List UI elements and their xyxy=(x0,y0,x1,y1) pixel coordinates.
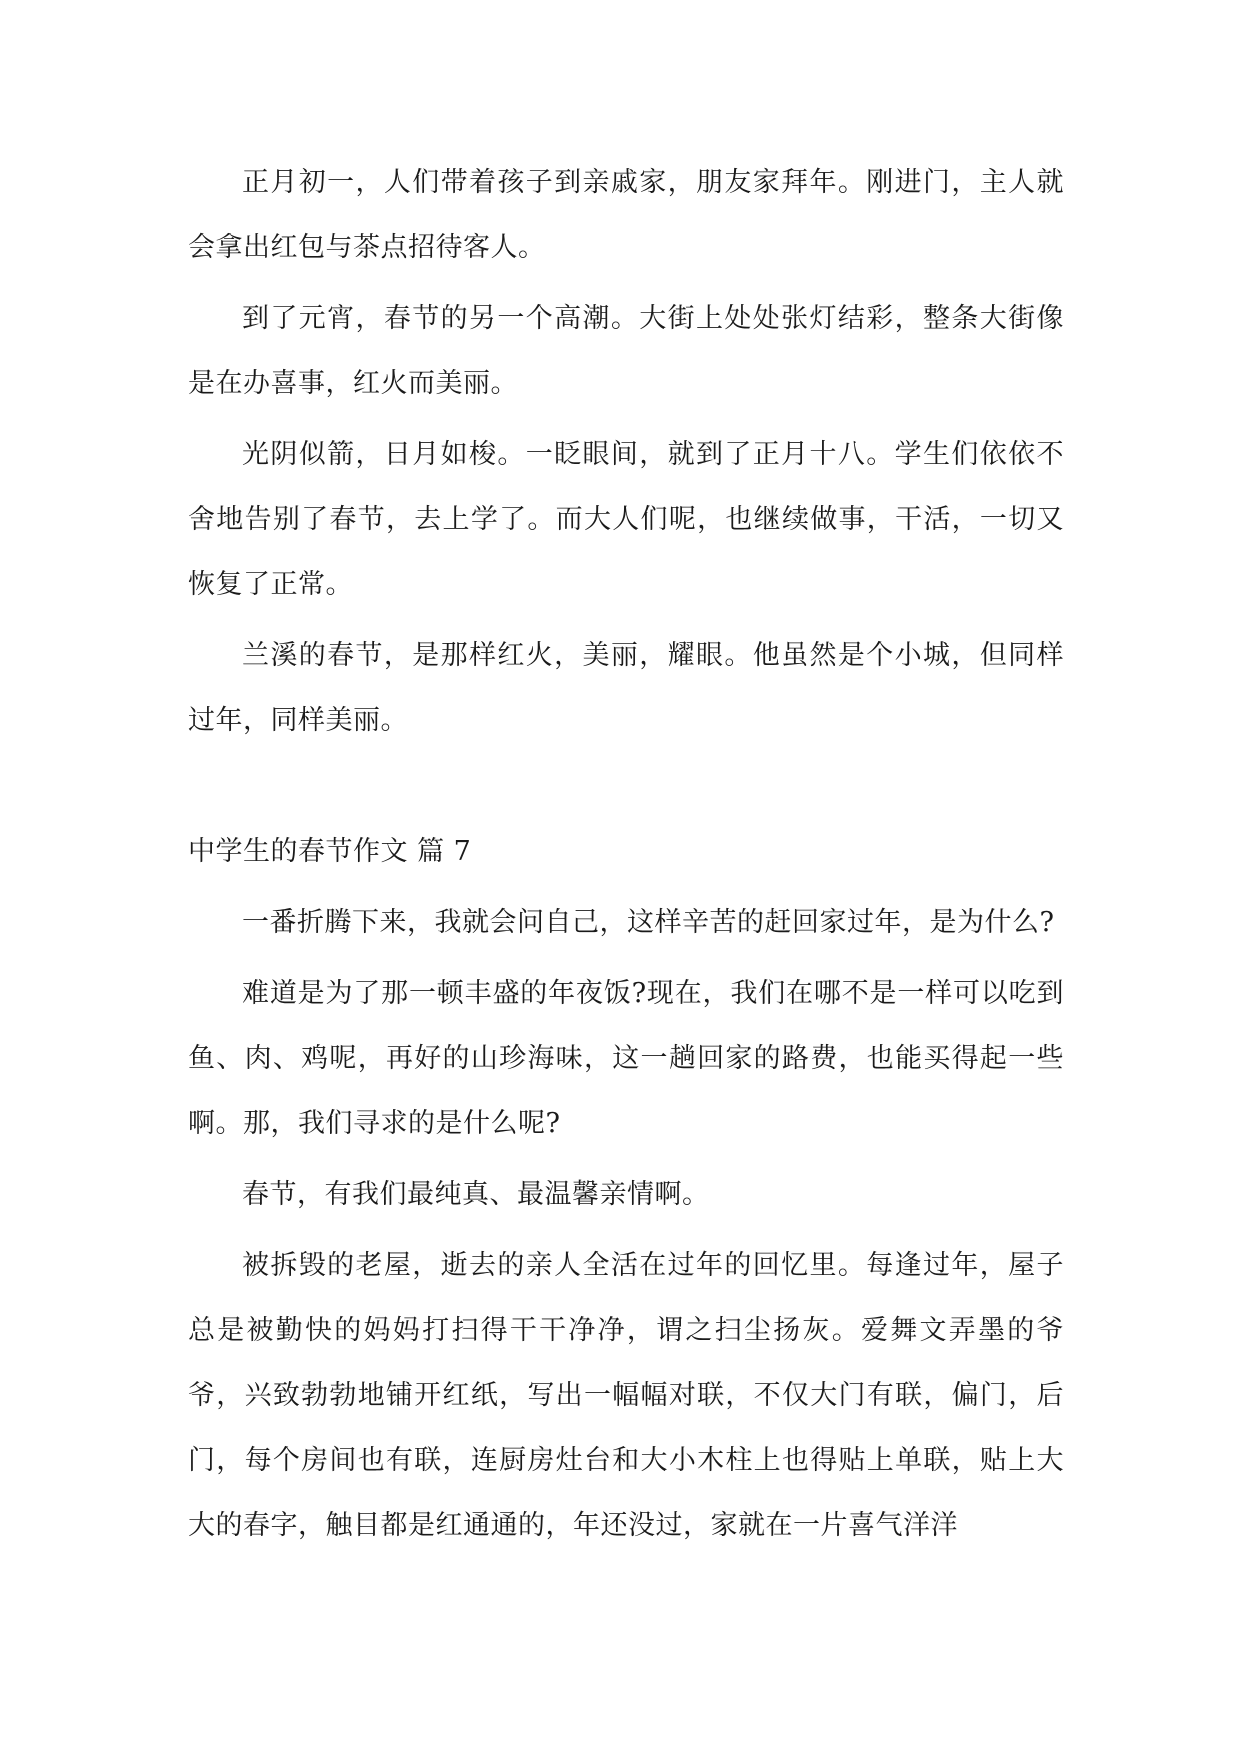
paragraph: 光阴似箭，日月如梭。一眨眼间，就到了正月十八。学生们依依不舍地告别了春节，去上学了。而大人们呢，也继续做事，干活，一切又恢复了正常。 xyxy=(188,439,1064,600)
paragraph: 正月初一，人们带着孩子到亲戚家，朋友家拜年。刚进门，主人就会拿出红包与茶点招待客人。 xyxy=(188,167,1064,263)
essay-section xyxy=(188,819,1064,1558)
paragraph: 被拆毁的老屋，逝去的亲人全活在过年的回忆里。每逢过年，屋子总是被勤快的妈妈打扫得干干净净，谓之扫尘扬灰。爱舞文弄墨的爷爷，兴致勃勃地铺开红纸，写出一幅幅对联，不仅大门有联，偏门，后门，每个房间也有联，连厨房灶台和大小木柱上也得贴上单联，贴上大大的春字，触目都是红通通的，年还没过，家就在一片喜气洋洋 xyxy=(188,1250,1064,1541)
paragraph: 到了元宵，春节的另一个高潮。大街上处处张灯结彩，整条大街像是在办喜事，红火而美丽。 xyxy=(188,303,1064,399)
paragraph: 难道是为了那一顿丰盛的年夜饭?现在，我们在哪不是一样可以吃到鱼、肉、鸡呢，再好的山珍海味，这一趟回家的路费，也能买得起一些啊。那，我们寻求的是什么呢? xyxy=(188,978,1064,1139)
document-body xyxy=(188,150,1064,1564)
paragraph: 春节，有我们最纯真、最温馨亲情啊。 xyxy=(242,1179,710,1210)
paragraph: 一番折腾下来，我就会问自己，这样辛苦的赶回家过年，是为什么? xyxy=(242,907,1055,938)
section-title: 中学生的春节作文 篇 7 xyxy=(188,836,472,867)
paragraph: 兰溪的春节，是那样红火，美丽，耀眼。他虽然是个小城，但同样过年，同样美丽。 xyxy=(188,640,1064,736)
